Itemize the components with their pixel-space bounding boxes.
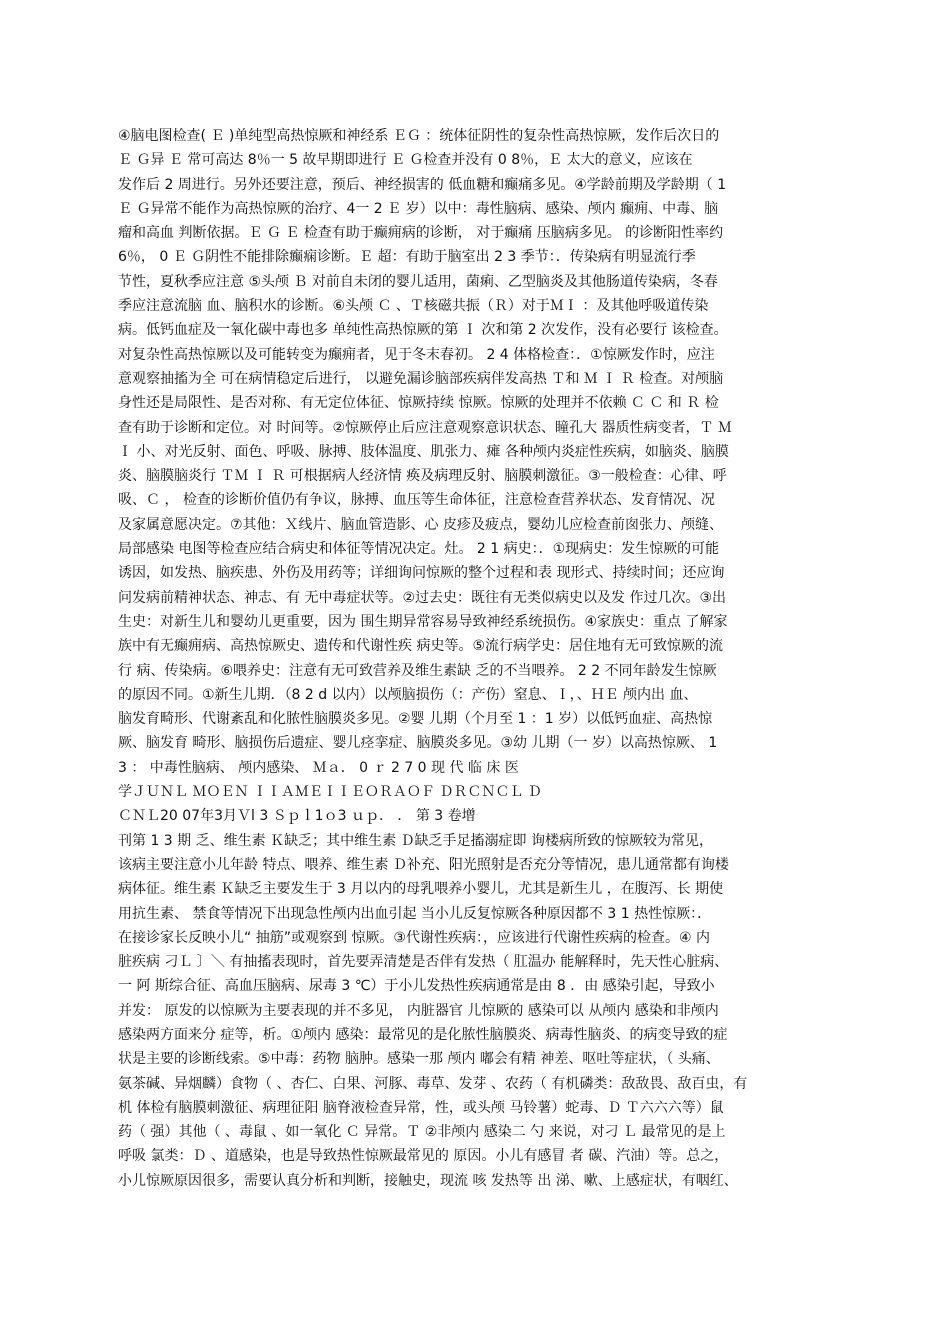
text-line: 吸、Ｃ ， 检查的诊断价值仍有争议，脉搏、血压等生命体征，注意检查营养状态、发育情况、况 xyxy=(118,492,715,509)
text-line: Ｉ 小、对光反射、面色、呼吸、脉搏、肢体温度、肌张力、瘫 各种颅内炎症性疾病，如脑炎、脑膜 xyxy=(118,443,729,460)
text-line: 3 ： 中毒性脑病、 颅内感染、 Ｍａ． 0 ｒ 2 7 0 现 代 临 床 医 xyxy=(118,759,519,776)
text-line: 生史：对新生儿和婴幼儿更重要，因为 围生期异常容易导致神经系统损伤。④家族史：重点 了解家 xyxy=(118,613,728,630)
text-line: 族中有无癫痈病、高热惊厥史、遗传和代谢性疾 病史等。⑤流行病学史：居住地有无可致惊厥的流 xyxy=(118,638,723,655)
text-line: Ｅ Ｇ异常不能作为高热惊厥的治疗、4一 2 Ｅ 岁）以中：毒性脑病、感染、颅内 癫痈、中毒、脑 xyxy=(118,200,719,217)
text-line: 对复杂性高热惊厥以及可能转变为癫痈者，见于冬末春初。 2 4 体格检查：．①惊厥发作时，应注 xyxy=(118,346,715,363)
text-line: 呼吸 氯类：Ｄ 、道感染，也是导致热性惊厥最常见的 原因。小儿有感冒 者 碳、汽油）等。总之， xyxy=(118,1148,729,1165)
text-line: 氨茶碱、异烟麟）食物（ 、杏仁、白果、河豚、毒草、发芽 、农药（ 有机磷类：敌敌畏、敌百虫，有 xyxy=(118,1075,748,1092)
text-line: 脏疾病 刁Ｌ 〕＼ 有抽搐表现时，首先要弄清楚是否伴有发热（ 肛温办 能解释时，先天性心脏病、 xyxy=(118,954,729,971)
text-line: 炎、脑膜脑炎行 ＴＭ Ｉ Ｒ 可根据病人经济情 痪及病理反射、脑膜刺激征。③一般检查：心律、呼 xyxy=(118,468,727,485)
text-line: ④脑电图检查( Ｅ )单纯型高热惊厥和神经系 ＥＧ ：统体征阴性的复杂性高热惊厥，发作后次日的 xyxy=(118,128,720,144)
text-line: 用抗生素、 禁食等情况下出现急性颅内出血引起 当小儿反复惊厥各种原因都不 3 1 热性惊厥：． xyxy=(118,905,712,922)
text-line: Ｅ Ｇ异 Ｅ 常可高达 8％一 5 故早期即进行 Ｅ Ｇ检查并没有 0 8％，Ｅ 太大的意义，应该在 xyxy=(118,152,693,169)
text-line: 发作后 2 周进行。另外还要注意，预后、神经损害的 低血糖和癫痛多见。④学龄前期及学龄期（ 1 xyxy=(118,176,727,193)
text-line: 刊第 1 3 期 乏、维生素 Ｋ缺乏；其中维生素 Ｄ缺乏手足搐溺症即 询楼病所致的惊厥较为常见， xyxy=(118,832,713,849)
text-line: 厥、脑发育 畸形、脑损伤后遗症、婴儿痉挛症、脑膜炎多见。③幼 儿期（一 岁）以高热惊厥、 1 xyxy=(118,735,718,752)
text-line: 6％， 0 Ｅ Ｇ阴性不能排除癫痫诊断。Ｅ 超：有助于脑室出 2 3 季节：．传染病有明显流行季 xyxy=(118,249,696,266)
text-line: 瘤和高血 判断依据。Ｅ Ｇ Ｅ 检查有助于癫痈病的诊断， 对于癫痛 压脑病多见。 的诊断阳性率约 xyxy=(118,225,724,242)
text-line: 一 阿 斯综合征、高血压脑病、尿毒 3 ℃）于小儿发热性疾病通常是由 8 ．由 感染引起，导致小 xyxy=(118,978,715,995)
text-line: 季应注意流脑 血、脑积水的诊断。⑥头颅 Ｃ 、Ｔ核磁共振（Ｒ）对于ＭＩ ：及其他呼吸道传染 xyxy=(118,298,709,315)
text-line: 机 体检有脑膜刺激征、病理征阳 脑脊液检查异常，性，或头颅 马铃薯）蛇毒、Ｄ Ｔ六六六等）鼠 xyxy=(118,1099,724,1116)
text-line: 状是主要的诊断线索。⑤中毒：药物 脑肿。感染一那 颅内 嘟会有精 神差、呕吐等症状，（ 头痛、 xyxy=(118,1051,720,1068)
text-line: 诱因，如发热、脑疾患、外伤及用药等；详细询问惊厥的整个过程和表 现形式、持续时间；还应询 xyxy=(118,565,725,582)
text-line: 并发： 原发的以惊厥为主要表现的并不多见， 内脏器官 儿惊厥的 感染可以 从颅内 感染和非颅内 xyxy=(118,1002,719,1019)
text-line: 意观察抽搐为全 可在病情稳定后进行， 以避免漏诊脑部疾病伴发高热 Ｔ和 Ｍ Ｉ Ｒ 检查。对颅脑 xyxy=(118,370,724,387)
text-line: 药（ 强）其他（ 、毒鼠 、如一氧化 Ｃ 异常。Ｔ ②非颅内 感染二 勺 来说，对刁 Ｌ 最常见的是上 xyxy=(118,1124,726,1141)
text-line: 问发病前精神状态、神志、有 无中毒症状等。②过去史：既往有无类似病史以及发 作过几次。③出 xyxy=(118,589,726,606)
text-line: 学ＪＵＮＬ ＭＯＥＮ ＩＩＡＭＥＩＩＥＯＲＡＯＦ ＤＲＣＮＣＬ Ｄ xyxy=(118,784,542,801)
text-line: 身性还是局限性、是否对称、有无定位体征、惊厥持续 惊厥。惊厥的处理并不依赖 Ｃ Ｃ 和 Ｒ 检 xyxy=(118,395,719,412)
text-line: 该病主要注意小儿年龄 特点、喂养、维生素 Ｄ补充、阳光照射是否充分等情况，患儿通常都有询楼 xyxy=(118,856,729,873)
document-text xyxy=(118,124,830,1193)
text-line: 行 病、传染病。⑥喂养史：注意有无可致营养及维生素缺 乏的不当喂养。 2 2 不同年龄发生惊厥 xyxy=(118,662,717,679)
text-line: 小儿惊厥原因很多，需要认真分析和判断，接触史，现流 咳 发热等 出 涕、嗽、上感症状，有咽红、 xyxy=(118,1172,738,1189)
text-line: ＣＮＬ20 07年3月Ｖl 3 Ｓｐｌ1ｏ3 ｕｐ． ． 第 3 卷增 xyxy=(118,808,476,825)
text-line: 节性，夏秋季应注意 ⑤头颅 Ｂ 对前自未闭的婴儿适用，菌痢、乙型脑炎及其他肠道传染病，冬春 xyxy=(118,273,718,290)
text-line: 感染两方面来分 症等，析。①颅内 感染：最常见的是化脓性脑膜炎、病毒性脑炎、的病变导致的症 xyxy=(118,1026,728,1043)
text-line: 病。低钙血症及一氧化碳中毒也多 单纯性高热惊厥的第 Ｉ 次和第 2 次发作，没有必要行 该检查。 xyxy=(118,322,728,339)
text-line: 查有助于诊断和定位。对 时间等。②惊厥停止后应注意观察意识状态、瞳孔大 器质性病变者，Ｔ Ｍ xyxy=(118,419,732,436)
text-line: 在接诊家长反映小儿“ 抽筋”或观察到 惊厥。③代谢性疾病：，应该进行代谢性疾病的检查。④ 内 xyxy=(118,929,710,946)
text-line: 局部感染 电图等检查应结合病史和体征等情况决定。灶。 2 1 病史：．①现病史：发生惊厥的可能 xyxy=(118,541,720,558)
text-line: 病体征。维生素 Ｋ缺乏主要发生于 3 月以内的母乳喂养小婴儿，尤其是新生儿 ，在腹泻、长 期使 xyxy=(118,881,724,898)
text-line: 脑发育畸形、代谢紊乱和化脓性脑膜炎多见。②婴 儿期（个月至 1 ：1 岁）以低钙血症、高热惊 xyxy=(118,711,713,728)
text-line: 及家属意愿决定。⑦其他：Ｘ线片、脑血管造影、心 皮疹及疲点，婴幼儿应检查前囱张力、颅缝、 xyxy=(118,516,723,533)
text-line: 的原因不同。①新生儿期．（8 2 d 以内）以颅脑损伤（：产伤）窒息、Ｉ，、ＨＥ 颅内出 血、 xyxy=(118,686,698,703)
